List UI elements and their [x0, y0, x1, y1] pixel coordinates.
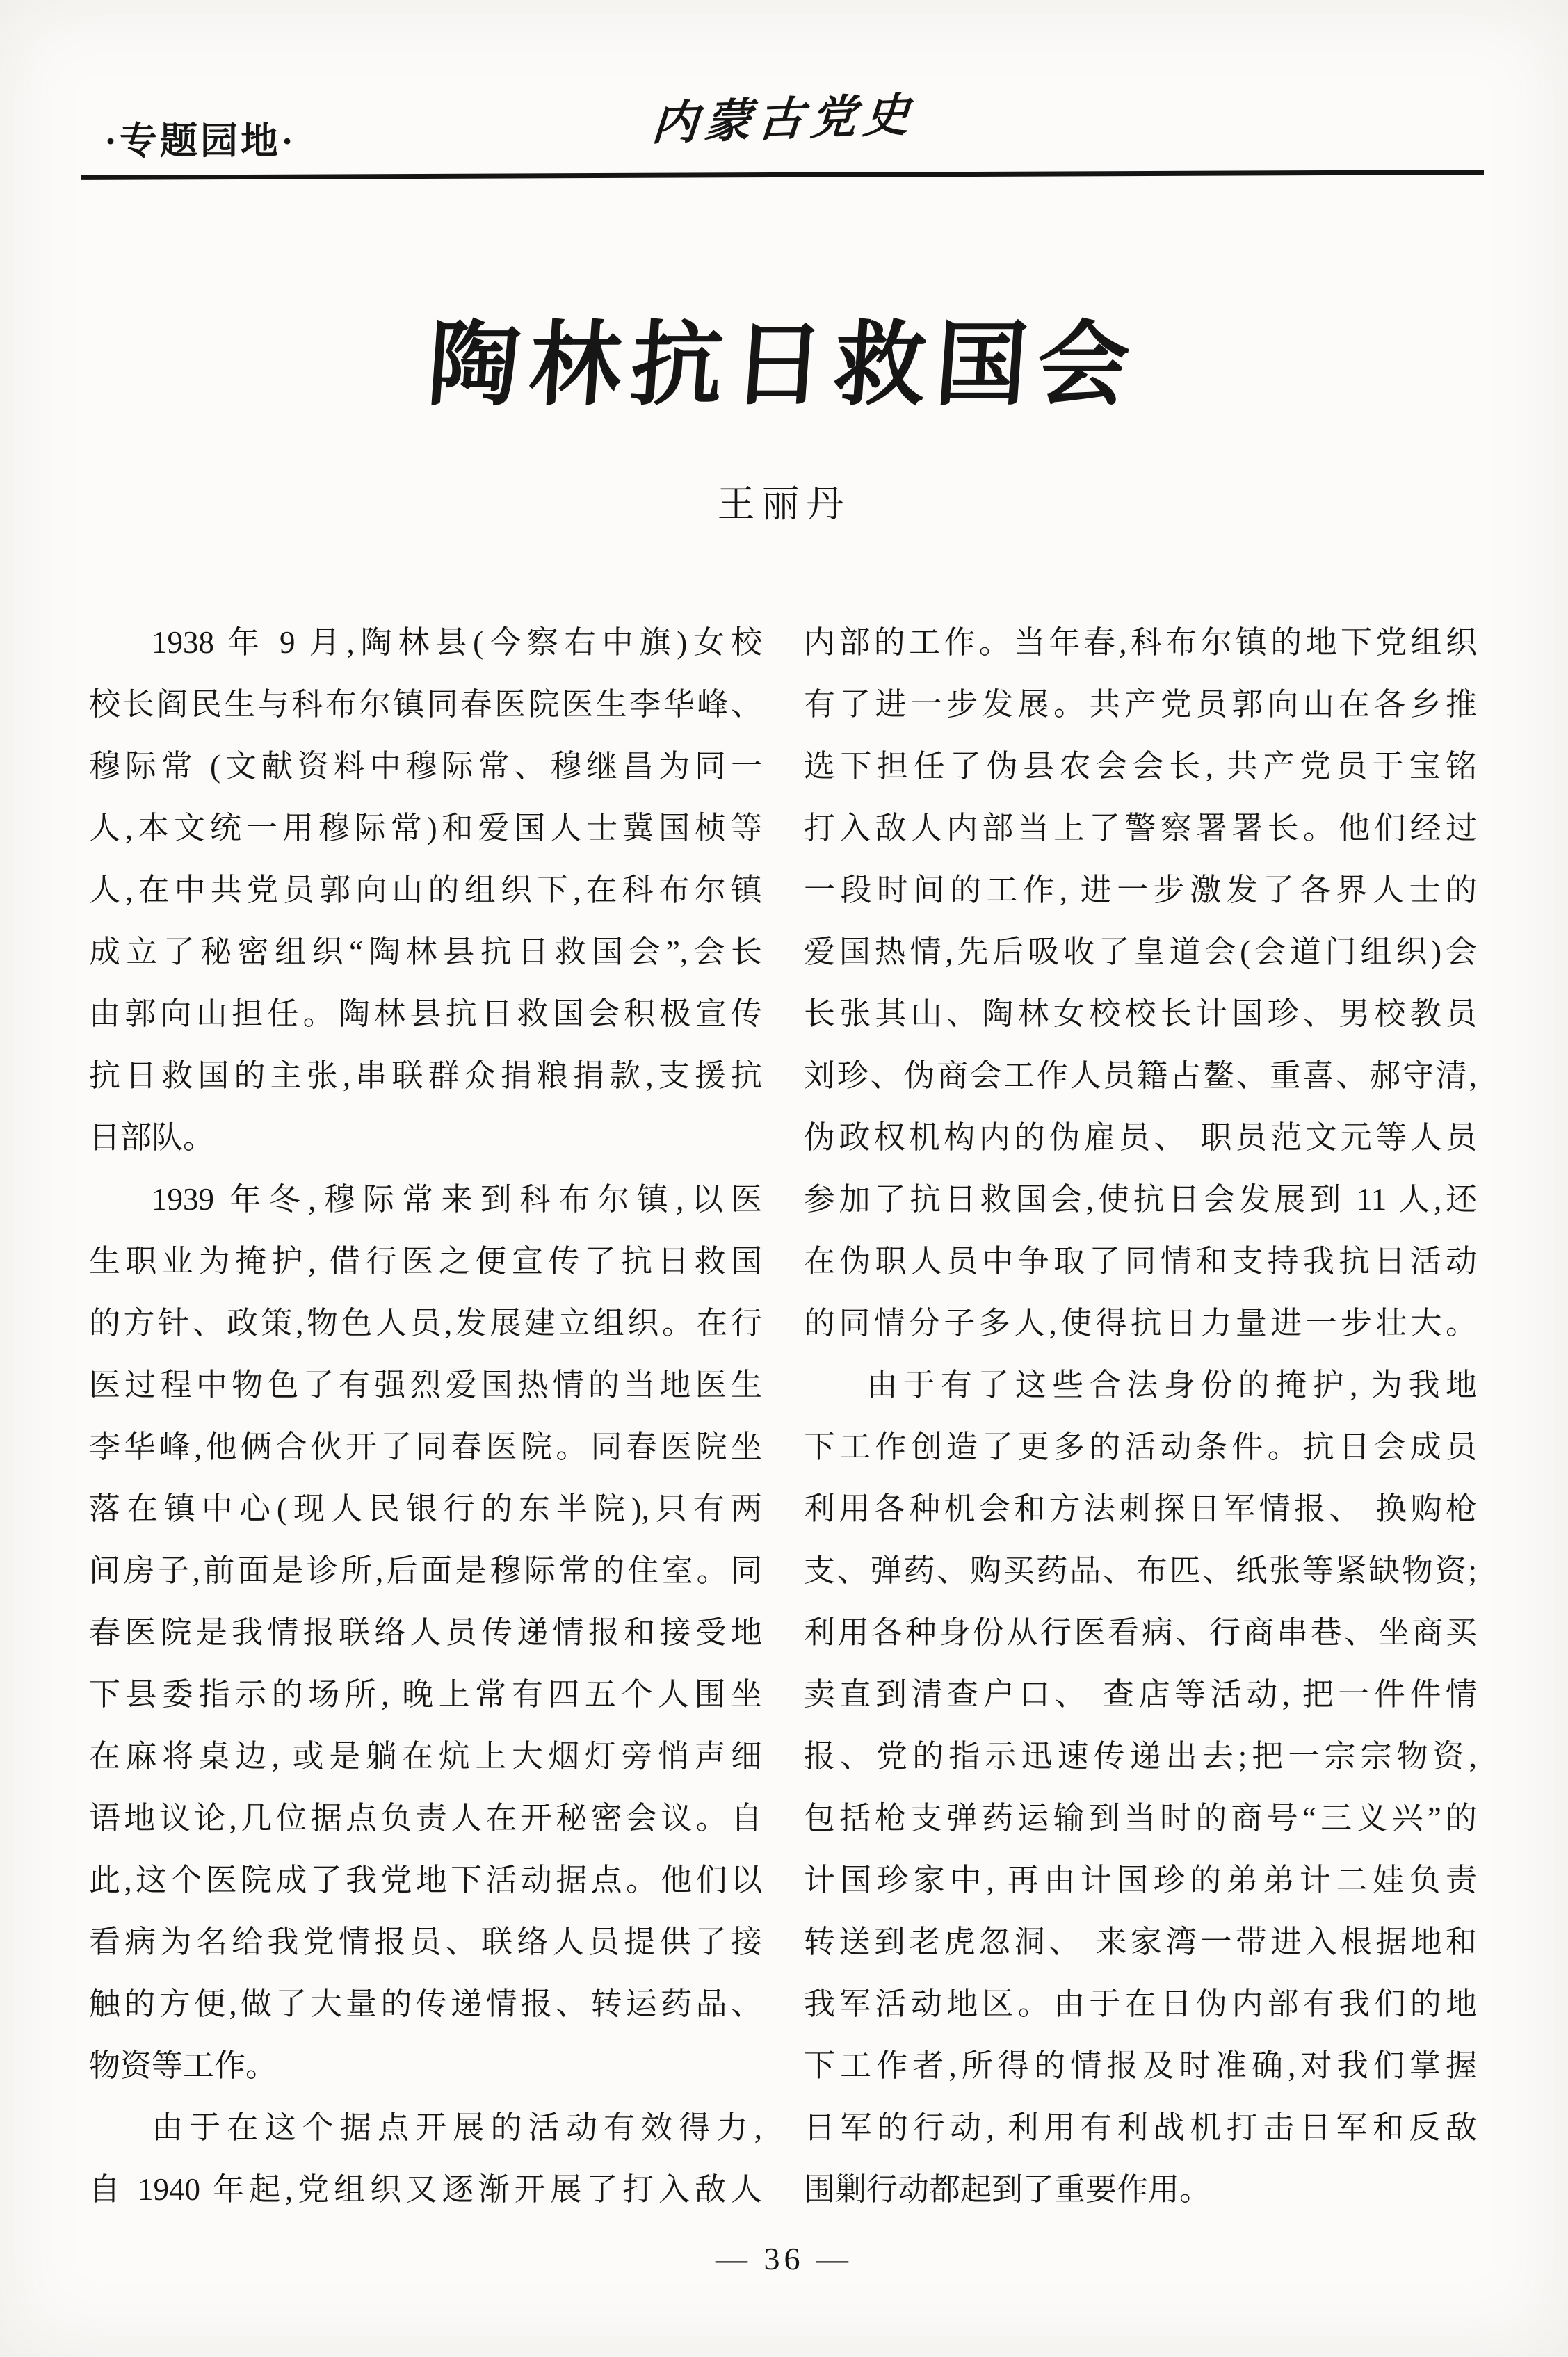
- text-line: 语地议论,几位据点负责人在开秘密会议。自: [89, 1801, 762, 1836]
- text-line: 在麻将桌边, 或是躺在炕上大烟灯旁悄声细: [89, 1739, 762, 1774]
- text-line: 日部队。: [89, 1120, 215, 1155]
- text-line: 刘珍、伪商会工作人员籍占鳌、重喜、郝守清,: [804, 1058, 1477, 1093]
- text-line: 我军活动地区。由于在日伪内部有我们的地: [804, 1986, 1477, 2021]
- text-line: 有了进一步发展。共产党员郭向山在各乡推: [804, 687, 1477, 722]
- text-line: 打入敌人内部当上了警察署署长。他们经过: [804, 811, 1477, 845]
- text-line: 包括枪支弹药运输到当时的商号“三义兴”的: [804, 1801, 1477, 1836]
- text-line: 选下担任了伪县农会会长, 共产党员于宝铭: [804, 749, 1477, 784]
- text-line: 人,在中共党员郭向山的组织下,在科布尔镇: [89, 873, 762, 907]
- text-line: 下县委指示的场所, 晚上常有四五个人围坐: [89, 1677, 762, 1712]
- journal-section-label: ·专题园地·: [104, 120, 297, 162]
- text-line: 转送到老虎忽洞、 来家湾一带进入根据地和: [804, 1925, 1477, 1959]
- text-line: 间房子,前面是诊所,后面是穆际常的住室。同: [89, 1553, 762, 1588]
- text-line: 自 1940 年起,党组织又逐渐开展了打入敌人: [89, 2172, 762, 2207]
- text-line: 下工作创造了更多的活动条件。抗日会成员: [804, 1429, 1477, 1464]
- article-title-calligraphy: 陶林抗日救国会: [424, 314, 1142, 416]
- text-line: 由郭向山担任。陶林县抗日救国会积极宣传: [89, 996, 762, 1031]
- text-line: 卖直到清查户口、 查店等活动, 把一件件情: [804, 1677, 1477, 1712]
- text-line: 触的方便,做了大量的传递情报、转运药品、: [89, 1986, 762, 2021]
- text-line: 由于有了这些合法身份的掩护, 为我地: [866, 1368, 1477, 1402]
- text-line: 一段时间的工作, 进一步激发了各界人士的: [804, 873, 1477, 907]
- text-line: 成立了秘密组织“陶林县抗日救国会”,会长: [89, 934, 762, 969]
- text-line: 下工作者,所得的情报及时准确,对我们掌握: [804, 2048, 1477, 2083]
- text-line: 穆际常 (文献资料中穆际常、穆继昌为同一: [89, 749, 762, 784]
- text-line: 由于在这个据点开展的活动有效得力,: [152, 2110, 762, 2145]
- text-line: 计国珍家中, 再由计国珍的弟弟计二娃负责: [804, 1863, 1477, 1897]
- text-line: 伪政权机构内的伪雇员、 职员范文元等人员: [804, 1120, 1477, 1155]
- page-number: — 36 —: [716, 2241, 852, 2276]
- text-line: 生职业为掩护, 借行医之便宣传了抗日救国: [89, 1244, 762, 1279]
- text-line: 医过程中物色了有强烈爱国热情的当地医生: [89, 1368, 762, 1402]
- text-line: 利用各种机会和方法刺探日军情报、 换购枪: [804, 1491, 1477, 1526]
- text-line: 李华峰,他俩合伙开了同春医院。同春医院坐: [89, 1429, 762, 1464]
- text-line: 春医院是我情报联络人员传递情报和接受地: [89, 1615, 762, 1650]
- text-line: 日军的行动, 利用有利战机打击日军和反敌: [804, 2110, 1477, 2145]
- text-line: 人,本文统一用穆际常)和爱国人士冀国桢等: [89, 811, 762, 845]
- text-line: 看病为名给我党情报员、联络人员提供了接: [89, 1925, 762, 1959]
- article-author: 王丽丹: [717, 483, 851, 525]
- text-line: 此,这个医院成了我党地下活动据点。他们以: [89, 1863, 762, 1897]
- text-line: 内部的工作。当年春,科布尔镇的地下党组织: [804, 625, 1477, 660]
- text-line: 围剿行动都起到了重要作用。: [804, 2172, 1211, 2207]
- text-line: 参加了抗日救国会,使抗日会发展到 11 人,还: [804, 1182, 1477, 1217]
- text-line: 长张其山、陶林女校校长计国珍、男校教员: [804, 996, 1477, 1031]
- text-line: 支、弹药、购买药品、布匹、纸张等紧缺物资;: [804, 1553, 1477, 1588]
- article-body: [89, 612, 1475, 2221]
- text-line: 落在镇中心(现人民银行的东半院),只有两: [89, 1491, 762, 1526]
- text-line: 报、党的指示迅速传递出去;把一宗宗物资,: [804, 1739, 1477, 1774]
- text-line: 1939 年冬,穆际常来到科布尔镇,以医: [152, 1182, 762, 1217]
- text-line: 物资等工作。: [89, 2048, 277, 2083]
- text-line: 利用各种身份从行医看病、行商串巷、坐商买: [804, 1615, 1477, 1650]
- text-line: 的同情分子多人,使得抗日力量进一步壮大。: [804, 1306, 1477, 1341]
- body-column-right: [804, 612, 1477, 2221]
- text-line: 在伪职人员中争取了同情和支持我抗日活动: [804, 1244, 1477, 1279]
- journal-masthead-calligraphy: 内蒙古党史: [649, 90, 918, 150]
- text-line: 1938 年 9 月,陶林县(今察右中旗)女校: [152, 625, 762, 660]
- text-line: 校长阎民生与科布尔镇同春医院医生李华峰、: [89, 687, 762, 722]
- body-column-left: [89, 612, 762, 2221]
- text-line: 的方针、政策,物色人员,发展建立组织。在行: [89, 1306, 762, 1341]
- header-divider-rule: [81, 170, 1484, 180]
- text-line: 爱国热情,先后吸收了皇道会(会道门组织)会: [804, 934, 1477, 969]
- text-line: 抗日救国的主张,串联群众捐粮捐款,支援抗: [89, 1058, 762, 1093]
